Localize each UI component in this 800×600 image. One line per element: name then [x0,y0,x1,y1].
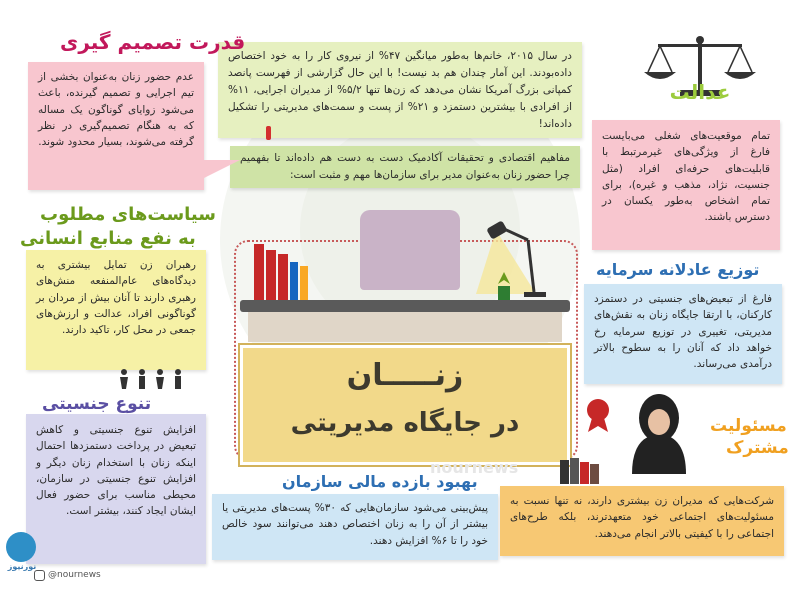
logo [6,532,36,562]
responsibility-title-line1: مسئولیت [710,416,787,436]
diversity-title: تنوع جنسیتی [42,394,152,414]
lamp-icon [476,214,556,304]
hr-title-line1: سیاست‌های مطلوب [40,204,216,225]
capital-title: توزیع عادلانه سرمایه [596,260,760,279]
finance-box [212,494,498,560]
social-handle[interactable]: @nournews [48,570,101,580]
finance-title: بهبود بازده مالی سازمان [282,472,478,491]
exclamation-icon [266,126,271,140]
responsibility-box [500,486,784,556]
responsibility-title-line2: مشترک [726,438,789,458]
watermark: nournews [430,458,519,477]
justice-text: تمام موقعیت‌های شغلی می‌بایست فارغ از ویژگی‌های غیرمرتبط با قابلیت‌های حرفه‌ای افراد (مثل جنسیت، نژاد، مذهب و غیره)، برای تمام اشخاص به‌طور یکسان در دسترس باشند. [602,130,770,224]
decision-text: عدم حضور زنان به‌عنوان بخشی از تیم اجرایی و تصمیم گیرنده، باعث می‌شود زوایای گوناگون یک مساله که به هنگام تصمیم‌گیری در نظر گرفته می‌شوند، بسیار محدود شوند. [38,71,194,149]
instagram-icon [34,570,45,581]
chair-icon [360,210,460,290]
intro-subtext: مفاهیم اقتصادی و تحقیقات آکادمیک دست به دست هم داده‌اند تا بفهمیم چرا حضور زنان به‌عنوان مدیر برای سازمان‌ها مهم و مثبت است: [240,152,570,181]
books-icon [254,240,310,300]
hr-text: رهبران زن تمایل بیشتری به دیدگاه‌های عام‌المنفعه منش‌های رهبری دارند تا آنان بیش از مردان بر گوناگونی افراد، عدالت و ارزش‌های جمعی در محل کار، تاکید دارند. [36,259,196,337]
title-sign [240,345,570,465]
capital-box [584,284,782,384]
decision-pointer [200,160,240,180]
diversity-box [26,414,206,564]
intro-sub-box [230,146,580,188]
justice-box [592,120,780,250]
people-icon [116,368,196,390]
decision-title: قدرت تصمیم گیری [60,30,246,54]
intro-text: در سال ۲۰۱۵، خانم‌ها به‌طور میانگین ۴۷% از نیروی کار را به خود اختصاص داده‌بودند. این آمار چندان هم بد نیست! با این حال گزارشی از فهرست پانصد کمپانی بزرگ آمریکا نشان می‌دهد که زن‌ها تنها ۵/۲% از مدیران اجرایی، ۱۱% از افرادی با بیشترین دستمزد و ۲۱% از پست و سمت‌های مدیریتی را تشکیل داده‌اند! [228,50,573,130]
books-bottom-icon [560,454,610,484]
finance-text: پیش‌بینی می‌شود سازمان‌هایی که ۳۰% پست‌های مدیریتی یا بیشتر از آن را به زنان اختصاص دهند می‌توانند سود خالص خود را تا ۶% افزایش دهند. [222,502,488,547]
intro-box [218,42,582,138]
brand-label: نورنیوز [7,562,37,571]
desk-top [240,300,570,312]
badge-icon [584,398,612,432]
plant-icon [494,270,514,300]
diversity-text: افزایش تنوع جنسیتی و کاهش تبعیض در پرداخت دستمزدها احتمال اینکه زنان با استخدام زنان دیگر و افزایش تنوع جنسیتی در سازمان، محیطی مناسب برای حضور فعال ایشان ایجاد کنند، بیشتر است. [36,424,196,518]
responsibility-text: شرکت‌هایی که مدیران زن بیشتری دارند، نه تنها نسبت به مسئولیت‌های اجتماعی خود متعهدترند، بلکه طرح‌های اجتماعی را با کیفیتی بالاتر انجام می‌دهند. [510,495,774,540]
sign-title-line2: در جایگاه مدیریتی [290,408,520,438]
hr-box [26,250,206,370]
desk-body [248,312,562,342]
decision-box [28,62,204,190]
justice-label: عدالت [669,80,731,104]
avatar [622,390,696,474]
hr-title-line2: به نفع منابع انسانی [20,228,196,249]
sign-title-line1: زنـــــان [346,358,464,393]
capital-text: فارغ از تبعیض‌های جنسیتی در دستمزد کارکنان، با ارتقا جایگاه زنان به نقش‌های مدیریتی، تغییری در توزیع سرمایه رخ خواهد داد که آنان را به سطوح بالاتر درآمدی می‌رساند. [594,293,772,371]
